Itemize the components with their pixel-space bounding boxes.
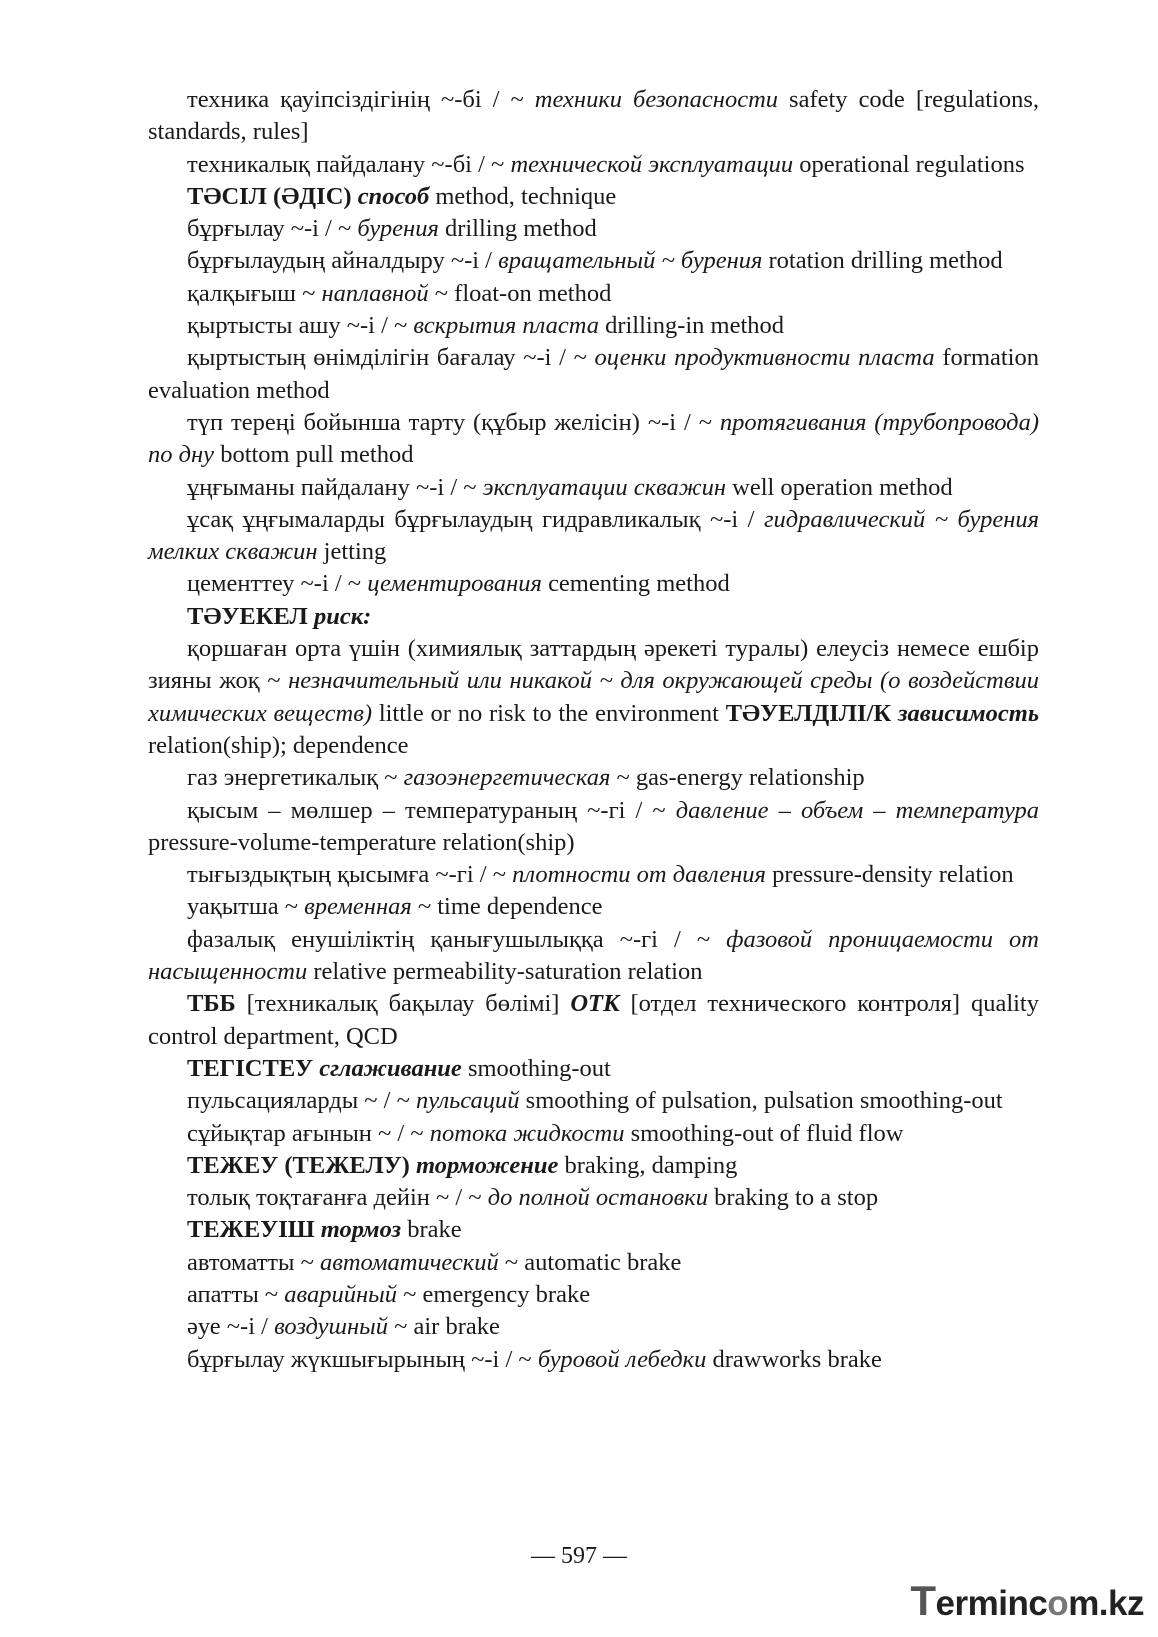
entry-russian-term: вращательный ~ бурения xyxy=(498,247,763,275)
dictionary-entry xyxy=(148,1247,1039,1279)
dictionary-entry xyxy=(148,213,1039,245)
dictionary-entry xyxy=(148,472,1039,504)
entry-russian-term: вскрытия пласта xyxy=(413,312,599,340)
dictionary-entry xyxy=(148,1150,1039,1182)
entry-text: әуе ~-і / xyxy=(187,1313,275,1341)
entry-text: brake xyxy=(401,1216,462,1244)
entry-russian-term: незначительный или никакой ~ для окружающей среды (о воздействии химических веществ) xyxy=(148,667,1039,727)
entry-text: ~ float-on method xyxy=(428,279,612,307)
dictionary-entry xyxy=(148,1344,1039,1376)
entry-text: bottom pull method xyxy=(214,441,414,469)
entry-text: drilling method xyxy=(438,215,597,243)
dictionary-entry xyxy=(148,633,1039,762)
entry-russian-term: оценки продуктивности пласта xyxy=(594,344,935,372)
entry-text: ~ gas-energy relationship xyxy=(610,764,865,792)
entry-text: ~ emergency brake xyxy=(397,1280,591,1308)
entry-text: қыртыстың өнімділігін бағалау ~-і / ~ xyxy=(187,344,595,372)
entry-text: цементтеу ~-і / ~ xyxy=(187,570,368,598)
entry-text: фазалық енушіліктің қанығушылыққа ~-гі / ~ xyxy=(187,925,727,953)
entry-text: қалқығыш ~ xyxy=(187,279,322,307)
entry-russian-term: протягивания (трубопровода) по дну xyxy=(148,408,1039,469)
entry-russian-term: плотности от давления xyxy=(512,861,766,889)
entry-text: түп тереңі бойынша тарту (құбыр желісін) ~-і / ~ xyxy=(187,408,720,436)
entry-russian-term: воздушный xyxy=(274,1313,388,1341)
dictionary-entry xyxy=(148,1085,1039,1117)
entry-text: ~ automatic brake xyxy=(498,1248,682,1276)
entry-headword: ТӘСІЛ (ӘДІС) xyxy=(187,182,352,210)
entry-text: method, technique xyxy=(429,182,617,210)
entry-text: қыртысты ашу ~-і / ~ xyxy=(187,312,414,340)
entry-text: drawworks brake xyxy=(706,1345,882,1373)
entry-text: smoothing-out xyxy=(461,1054,611,1082)
entry-text: апатты ~ xyxy=(187,1280,285,1308)
entry-headword: ТЕЖЕУ (ТЕЖЕЛУ) xyxy=(187,1151,410,1179)
entry-text xyxy=(891,700,898,727)
entry-text: бұрғылау ~-і / ~ xyxy=(187,215,358,243)
entry-text: cementing method xyxy=(541,570,730,598)
entry-headword: ТЕГІСТЕУ xyxy=(187,1054,314,1082)
entry-russian-term: наплавной xyxy=(321,279,429,307)
entry-russian-term: пульсаций xyxy=(416,1087,520,1115)
entry-russian-term: технической эксплуатации xyxy=(510,150,794,178)
dictionary-entry xyxy=(148,278,1039,310)
dictionary-entry xyxy=(148,245,1039,277)
dictionary-entry xyxy=(148,149,1039,181)
entry-text: formation evaluation method xyxy=(148,344,1039,404)
dictionary-entry xyxy=(148,1279,1039,1311)
entry-russian-term: буровой лебедки xyxy=(537,1345,707,1373)
entry-russian-term: эксплуатации скважин xyxy=(482,473,726,501)
entry-text: автоматты ~ xyxy=(187,1248,320,1276)
entry-text: қоршаған орта үшін (химиялық заттардың әрекеті туралы) елеусіз немесе ешбір зияны жоқ ~ xyxy=(148,635,1039,695)
entry-text: тығыздықтың қысымға ~-гі / ~ xyxy=(187,861,513,889)
dictionary-entry xyxy=(148,795,1039,860)
entry-russian-term: автоматический xyxy=(319,1248,499,1276)
dictionary-entry xyxy=(148,310,1039,342)
dictionary-entry xyxy=(148,1182,1039,1214)
dictionary-entry xyxy=(148,407,1039,472)
entry-text: ~ air brake xyxy=(388,1313,500,1341)
entry-text: pressure-volume-temperature relation(ship) xyxy=(148,828,575,856)
dictionary-entry xyxy=(148,1118,1039,1150)
entry-text: ~ time dependence xyxy=(411,893,603,921)
entry-headword: ТЕЖЕУІШ xyxy=(187,1216,315,1244)
entry-headword: ТББ xyxy=(187,990,236,1018)
entry-text: газ энергетикалық ~ xyxy=(187,764,404,792)
dictionary-entry xyxy=(148,1053,1039,1085)
entry-headword: ОТК xyxy=(570,990,620,1018)
entry-text: пульсацияларды ~ / ~ xyxy=(187,1087,416,1115)
entry-headword: риск: xyxy=(313,602,372,630)
entry-text: толық тоқтағанға дейін ~ / ~ xyxy=(187,1184,488,1212)
dictionary-entry xyxy=(148,568,1039,600)
entry-russian-term: до полной остановки xyxy=(487,1184,708,1212)
entry-text: jetting xyxy=(317,538,387,566)
dictionary-entry xyxy=(148,504,1039,569)
entry-headword: сглаживание xyxy=(319,1054,462,1082)
dictionary-entry xyxy=(148,859,1039,891)
entry-russian-term: фазовой проницаемости от насыщенности xyxy=(148,925,1039,986)
dictionary-entry xyxy=(148,1311,1039,1343)
dictionary-entry xyxy=(148,601,1039,633)
entry-russian-term: техники безопасности xyxy=(534,86,779,113)
entry-text: техникалық пайдалану ~-бі / ~ xyxy=(187,150,511,178)
entry-text: smoothing-out of fluid flow xyxy=(624,1119,904,1147)
dictionary-entry xyxy=(148,762,1039,794)
entry-text: қысым – мөлшер – температураның ~-гі / ~ xyxy=(187,796,676,824)
entry-text: little or no risk to the environment xyxy=(372,699,726,727)
entry-headword: ТӘУЕКЕЛ xyxy=(187,602,308,630)
dictionary-entry xyxy=(148,988,1039,1053)
entry-text: [техникалық бақылау бөлімі] xyxy=(235,990,571,1018)
entry-russian-term: потока жидкости xyxy=(429,1119,625,1147)
dictionary-entry xyxy=(148,84,1039,149)
entry-text: бұрғылау жүкшығырының ~-і / ~ xyxy=(187,1345,538,1373)
entry-text: relation(ship); dependence xyxy=(148,731,409,759)
entry-russian-term: давление – объем – температура xyxy=(675,796,1039,824)
entry-headword: зависимость xyxy=(897,699,1040,727)
dictionary-entry xyxy=(148,891,1039,923)
entry-text: drilling-in method xyxy=(598,312,785,340)
termincom-logo: Termincom.kz xyxy=(910,1577,1144,1624)
entry-text: smoothing of pulsation, pulsation smoothing-out xyxy=(519,1087,1003,1115)
dictionary-entry xyxy=(148,181,1039,213)
entry-russian-term: бурения xyxy=(357,215,439,243)
entry-russian-term: гидравлический ~ бурения мелких скважин xyxy=(148,505,1039,566)
entry-russian-term: газоэнергетическая xyxy=(403,764,611,792)
entry-headword: торможение xyxy=(415,1151,559,1179)
dictionary-page xyxy=(148,84,1039,1376)
entry-headword: способ xyxy=(357,182,430,210)
entry-text: уақытша ~ xyxy=(187,893,305,921)
entry-headword: тормоз xyxy=(320,1216,402,1244)
entry-text: техника қауіпсіздігінің ~-бі / ~ xyxy=(187,86,535,113)
dictionary-entry xyxy=(148,342,1039,407)
entry-text: safety code [regulations, standards, rules] xyxy=(148,86,1039,146)
entry-text: braking to a stop xyxy=(707,1184,879,1212)
entry-russian-term: аварийный xyxy=(284,1280,398,1308)
entry-text: rotation drilling method xyxy=(762,247,1003,275)
entry-text: braking, damping xyxy=(558,1151,738,1179)
entry-russian-term: цементирования xyxy=(367,570,542,598)
dictionary-entry xyxy=(148,924,1039,989)
dictionary-entry xyxy=(148,1214,1039,1246)
entry-text: бұрғылаудың айналдыру ~-і / xyxy=(187,247,499,275)
entry-headword: ТӘУЕЛДІЛІ/К xyxy=(725,699,892,727)
entry-text: сұйықтар ағынын ~ / ~ xyxy=(187,1119,430,1147)
entry-text: ұңғыманы пайдалану ~-і / ~ xyxy=(187,473,483,501)
entry-text: ұсақ ұңғымаларды бұрғылаудың гидравликалық ~-і / xyxy=(187,505,764,533)
entry-text: operational regulations xyxy=(793,150,1025,178)
entry-text: [отдел технического контроля] quality control department, QCD xyxy=(148,990,1039,1050)
entry-russian-term: временная xyxy=(304,893,412,921)
entry-text: relative permeability-saturation relation xyxy=(307,958,703,986)
page-number: — 597 — xyxy=(531,1543,627,1569)
entry-text: pressure-density relation xyxy=(765,861,1014,889)
entry-text: well operation method xyxy=(726,473,953,501)
